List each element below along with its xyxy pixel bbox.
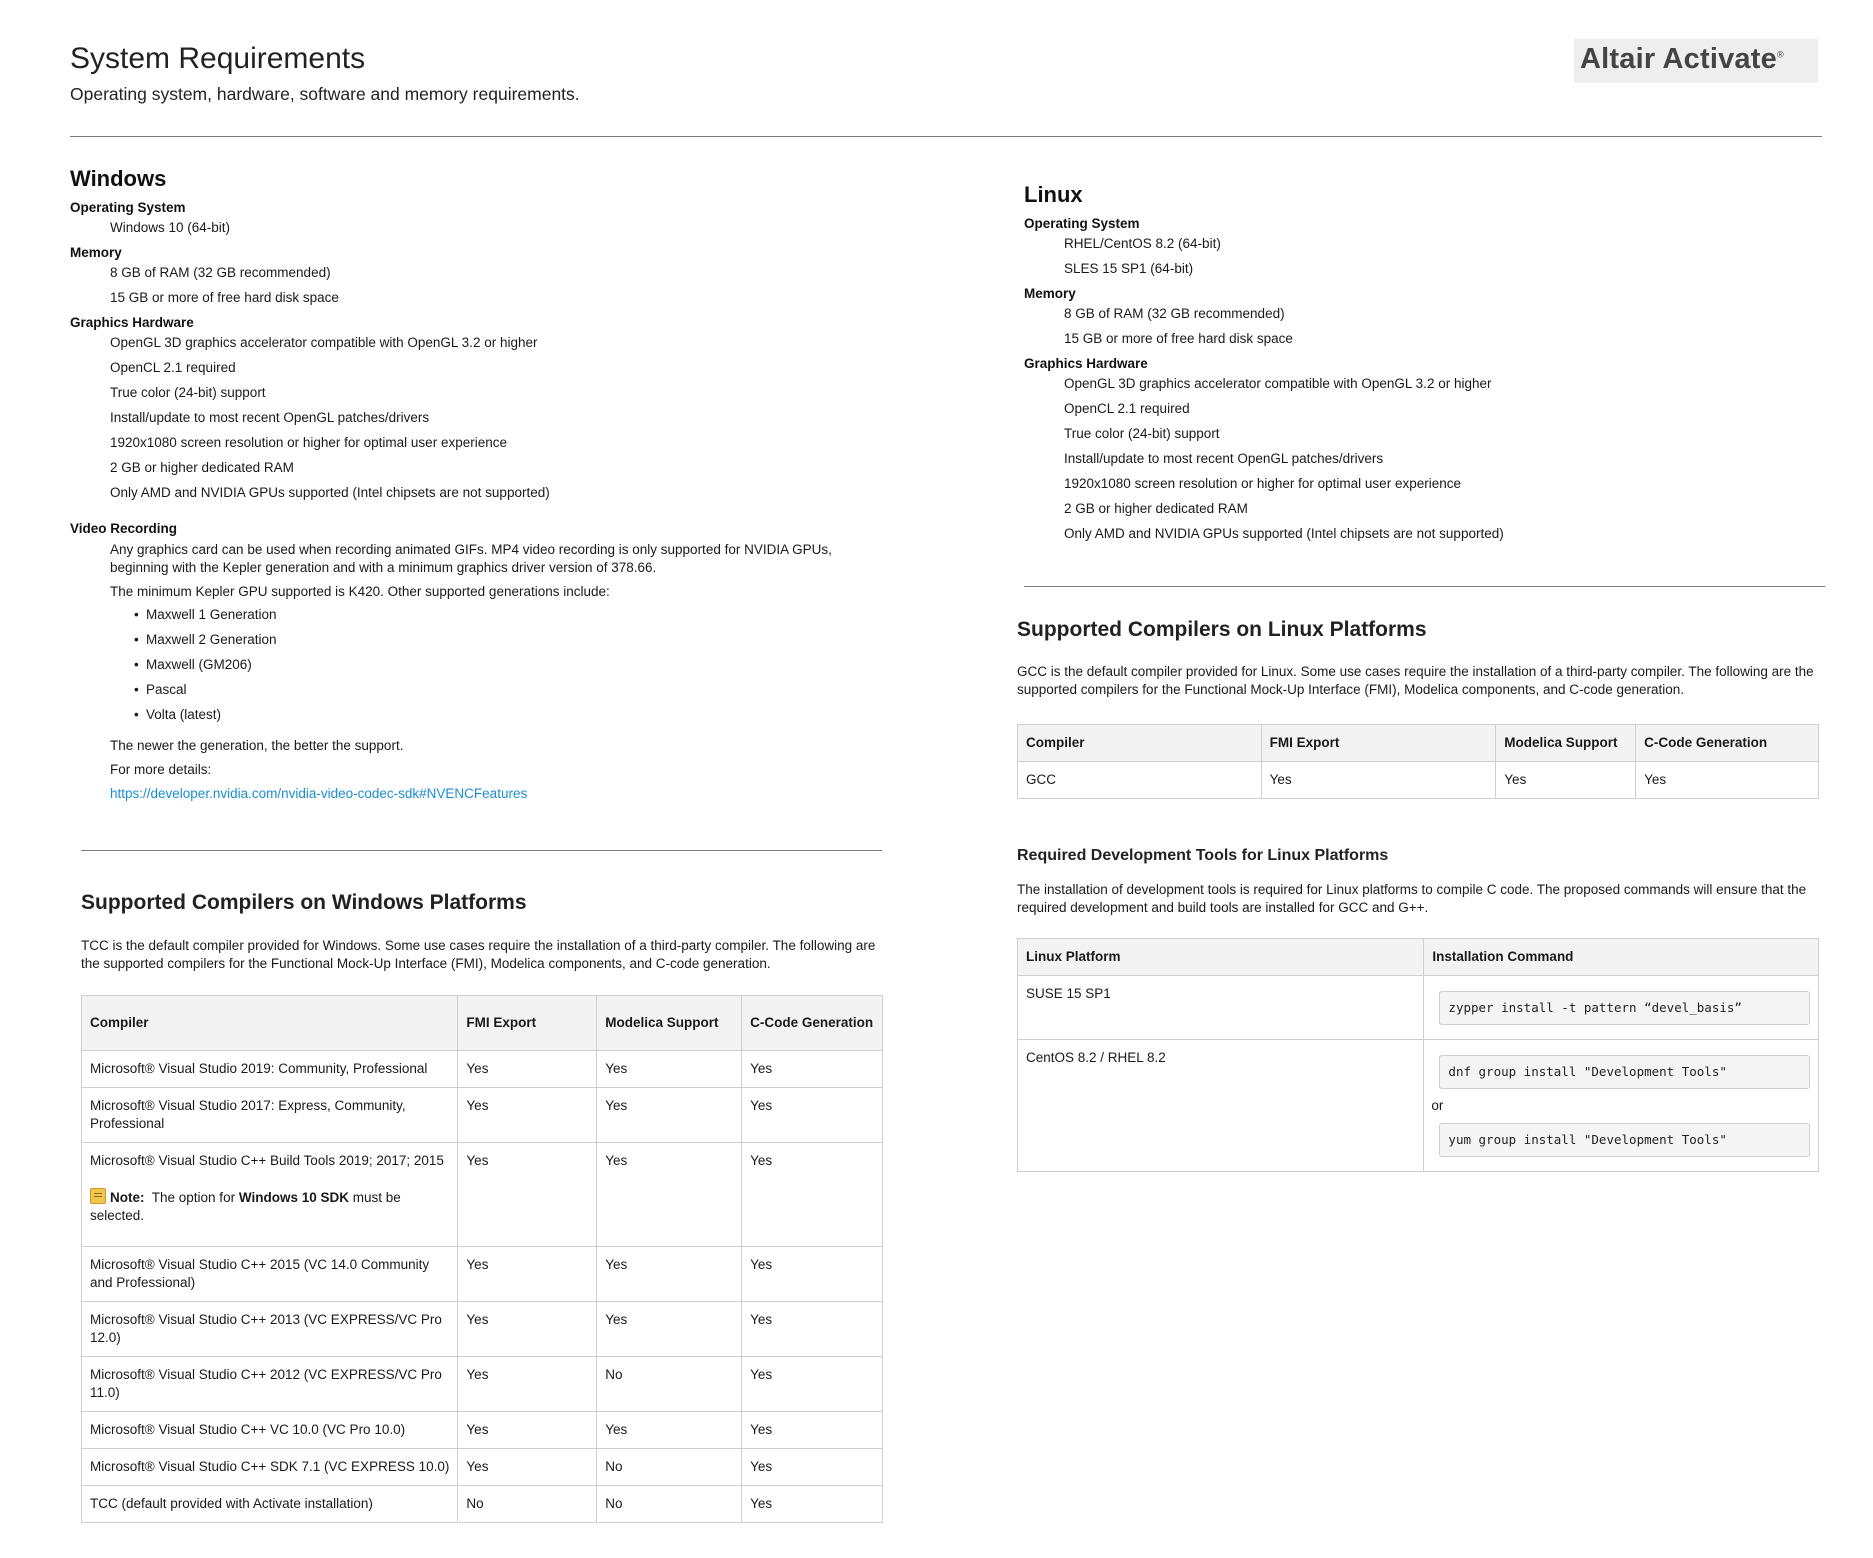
windows-os-label: Operating System: [70, 200, 186, 215]
c-code-generation-cell: Yes: [742, 1412, 883, 1449]
fmi-export-cell: Yes: [458, 1302, 597, 1357]
windows-graphics-item: Install/update to most recent OpenGL patches/drivers: [110, 410, 430, 425]
code-block[interactable]: dnf group install "Development Tools": [1439, 1055, 1810, 1089]
linux-compilers-table: [1017, 724, 1819, 799]
modelica-support-cell: Yes: [597, 1051, 742, 1088]
fmi-export-cell: Yes: [458, 1247, 597, 1302]
linux-graphics-item: 1920x1080 screen resolution or higher for optimal user experience: [1064, 476, 1461, 491]
table-row: [82, 1143, 883, 1247]
note-text-end: must be selected.: [90, 1190, 401, 1223]
table-row: [82, 1302, 883, 1357]
nvidia-codec-link[interactable]: https://developer.nvidia.com/nvidia-video-codec-sdk#NVENCFeatures: [110, 786, 528, 801]
windows-title: Windows: [70, 166, 167, 191]
table-row: [1018, 1040, 1819, 1172]
linux-title: Linux: [1024, 182, 1083, 207]
table-row: [82, 1486, 883, 1523]
compiler-name-cell: Microsoft® Visual Studio C++ 2012 (VC EXPRESS/VC Pro 11.0): [82, 1357, 458, 1412]
modelica-support-cell: No: [597, 1357, 742, 1412]
page-subtitle: Operating system, hardware, software and memory requirements.: [70, 84, 580, 104]
windows-graphics-item: OpenGL 3D graphics accelerator compatible with OpenGL 3.2 or higher: [110, 335, 538, 350]
or-text: or: [1431, 1098, 1444, 1113]
table-row: [82, 1357, 883, 1412]
compiler-name-cell: Microsoft® Visual Studio C++ SDK 7.1 (VC EXPRESS 10.0): [82, 1449, 458, 1486]
column-header: FMI Export: [1261, 725, 1496, 762]
column-header: Installation Command: [1424, 939, 1819, 976]
windows-memory-item: 8 GB of RAM (32 GB recommended): [110, 265, 331, 280]
linux-tools-description: The installation of development tools is required for Linux platforms to compile C code. The proposed commands will ensure that the required development and build tools are installed for GCC and G++.: [1017, 882, 1807, 915]
c-code-generation-cell: Yes: [742, 1486, 883, 1523]
column-header: C-Code Generation: [1636, 725, 1819, 762]
windows-compilers-table: [81, 995, 883, 1523]
linux-memory-item: 15 GB or more of free hard disk space: [1064, 331, 1293, 346]
linux-graphics-item: OpenGL 3D graphics accelerator compatible with OpenGL 3.2 or higher: [1064, 376, 1492, 391]
linux-divider: [1024, 586, 1825, 587]
column-header: FMI Export: [458, 996, 597, 1051]
compiler-name-cell: GCC: [1018, 762, 1262, 799]
video-recording-label: Video Recording: [70, 521, 178, 536]
linux-graphics-item: Only AMD and NVIDIA GPUs supported (Intel chipsets are not supported): [1064, 526, 1504, 541]
linux-tools-table: [1017, 938, 1819, 1172]
linux-graphics-item: Install/update to most recent OpenGL patches/drivers: [1064, 451, 1384, 466]
windows-graphics-item: Only AMD and NVIDIA GPUs supported (Intel chipsets are not supported): [110, 485, 550, 500]
video-recording-paragraph: The newer the generation, the better the support.: [110, 738, 404, 753]
table-row: [82, 1449, 883, 1486]
linux-graphics-item: True color (24-bit) support: [1064, 426, 1220, 441]
c-code-generation-cell: Yes: [742, 1247, 883, 1302]
linux-os-item: SLES 15 SP1 (64-bit): [1064, 261, 1194, 276]
fmi-export-cell: Yes: [458, 1412, 597, 1449]
modelica-support-cell: Yes: [597, 1143, 742, 1247]
linux-os-item: RHEL/CentOS 8.2 (64-bit): [1064, 236, 1221, 251]
table-row: [82, 1088, 883, 1143]
c-code-generation-cell: Yes: [1636, 762, 1819, 799]
linux-tools-title: Required Development Tools for Linux Platforms: [1017, 847, 1389, 864]
linux-compilers-title: Supported Compilers on Linux Platforms: [1017, 618, 1427, 641]
linux-os-label: Operating System: [1024, 216, 1140, 231]
column-header: Compiler: [82, 996, 458, 1051]
gpu-generation-item: • Maxwell 1 Generation: [136, 607, 890, 623]
note-text-start: The option for: [151, 1190, 236, 1205]
note-bold-text: Windows 10 SDK: [238, 1190, 349, 1205]
modelica-support-cell: No: [597, 1486, 742, 1523]
table-row: [1018, 976, 1819, 1040]
linux-graphics-item: 2 GB or higher dedicated RAM: [1064, 501, 1248, 516]
table-row: [82, 1247, 883, 1302]
windows-compilers-description: TCC is the default compiler provided for Windows. Some use cases require the installation of a third-party compiler. The following are the supported compilers for the Functional Mock-Up Interface (FMI), Modelica components, and C-code generation.: [81, 938, 876, 971]
windows-section: [70, 166, 890, 809]
compiler-name-cell: Microsoft® Visual Studio C++ 2015 (VC 14.0 Community and Professional): [82, 1247, 458, 1302]
compiler-name-cell: [82, 1143, 458, 1247]
c-code-generation-cell: Yes: [742, 1143, 883, 1247]
windows-divider: [81, 850, 882, 851]
windows-graphics-item: True color (24-bit) support: [110, 385, 266, 400]
modelica-support-cell: Yes: [597, 1412, 742, 1449]
gpu-generation-list: [136, 607, 890, 723]
column-header: Linux Platform: [1018, 939, 1424, 976]
linux-graphics-label: Graphics Hardware: [1024, 356, 1148, 371]
fmi-export-cell: Yes: [458, 1357, 597, 1412]
note-icon: [90, 1188, 106, 1204]
linux-memory-label: Memory: [1024, 286, 1076, 301]
modelica-support-cell: No: [597, 1449, 742, 1486]
compiler-name-cell: Microsoft® Visual Studio 2017: Express, Community, Professional: [82, 1088, 458, 1143]
column-header: Modelica Support: [597, 996, 742, 1051]
linux-graphics-item: OpenCL 2.1 required: [1064, 401, 1190, 416]
modelica-support-cell: Yes: [597, 1247, 742, 1302]
header-divider: [70, 136, 1822, 137]
c-code-generation-cell: Yes: [742, 1449, 883, 1486]
code-block[interactable]: zypper install -t pattern “devel_basis”: [1439, 991, 1810, 1025]
linux-compilers-description: GCC is the default compiler provided for Linux. Some use cases require the installation of a third-party compiler. The following are the supported compilers for the Functional Mock-Up Interface (FMI), Modelica components, and C-code generation.: [1017, 664, 1814, 697]
column-header: C-Code Generation: [742, 996, 883, 1051]
windows-memory-item: 15 GB or more of free hard disk space: [110, 290, 339, 305]
c-code-generation-cell: Yes: [742, 1357, 883, 1412]
fmi-export-cell: Yes: [458, 1449, 597, 1486]
fmi-export-cell: Yes: [458, 1088, 597, 1143]
fmi-export-cell: Yes: [1261, 762, 1496, 799]
table-header-row: [1018, 725, 1819, 762]
code-block[interactable]: yum group install "Development Tools": [1439, 1123, 1810, 1157]
table-row: [82, 1412, 883, 1449]
table-header-row: [1018, 939, 1819, 976]
gpu-generation-item: • Volta (latest): [136, 707, 890, 723]
fmi-export-cell: No: [458, 1486, 597, 1523]
video-recording-paragraph: Any graphics card can be used when recording animated GIFs. MP4 video recording is only supported for NVIDIA GPUs, beginning with the Kepler generation and with a minimum graphics driver version of 378.66.: [110, 542, 832, 575]
fmi-export-cell: Yes: [458, 1143, 597, 1247]
windows-os-item: Windows 10 (64-bit): [110, 220, 231, 235]
compiler-name-cell: Microsoft® Visual Studio C++ VC 10.0 (VC Pro 10.0): [82, 1412, 458, 1449]
table-row: [1018, 762, 1819, 799]
compiler-name: Microsoft® Visual Studio C++ Build Tools 2019; 2017; 2015: [90, 1153, 444, 1168]
note: [90, 1188, 449, 1225]
nvidia-link-line: [110, 785, 890, 803]
linux-section: [1024, 182, 1824, 551]
linux-platform-cell: CentOS 8.2 / RHEL 8.2: [1018, 1040, 1424, 1172]
c-code-generation-cell: Yes: [742, 1051, 883, 1088]
linux-platform-cell: SUSE 15 SP1: [1018, 976, 1424, 1040]
gpu-generation-item: • Maxwell 2 Generation: [136, 632, 890, 648]
windows-compilers-title: Supported Compilers on Windows Platforms: [81, 891, 527, 914]
windows-graphics-item: OpenCL 2.1 required: [110, 360, 236, 375]
page-title: System Requirements: [70, 42, 366, 75]
logo-text: Altair Activate: [1580, 43, 1777, 75]
compiler-name-cell: Microsoft® Visual Studio 2019: Community, Professional: [82, 1051, 458, 1088]
linux-memory-item: 8 GB of RAM (32 GB recommended): [1064, 306, 1285, 321]
column-header: Modelica Support: [1496, 725, 1636, 762]
gpu-generation-item: • Pascal: [136, 682, 890, 698]
compiler-name-cell: TCC (default provided with Activate installation): [82, 1486, 458, 1523]
modelica-support-cell: Yes: [597, 1302, 742, 1357]
c-code-generation-cell: Yes: [742, 1302, 883, 1357]
c-code-generation-cell: Yes: [742, 1088, 883, 1143]
video-recording-paragraph: The minimum Kepler GPU supported is K420. Other supported generations include:: [110, 584, 610, 599]
column-header: Compiler: [1018, 725, 1262, 762]
installation-command-cell: [1424, 976, 1819, 1040]
fmi-export-cell: Yes: [458, 1051, 597, 1088]
table-header-row: [82, 996, 883, 1051]
compiler-name-cell: Microsoft® Visual Studio C++ 2013 (VC EXPRESS/VC Pro 12.0): [82, 1302, 458, 1357]
installation-command-cell: [1424, 1040, 1819, 1172]
windows-memory-label: Memory: [70, 245, 122, 260]
windows-graphics-item: 2 GB or higher dedicated RAM: [110, 460, 294, 475]
altair-activate-logo: [1580, 43, 1784, 76]
windows-graphics-label: Graphics Hardware: [70, 315, 194, 330]
modelica-support-cell: Yes: [1496, 762, 1636, 799]
video-recording-paragraph: For more details:: [110, 762, 212, 777]
note-label: Note:: [110, 1190, 145, 1205]
modelica-support-cell: Yes: [597, 1088, 742, 1143]
windows-graphics-item: 1920x1080 screen resolution or higher for optimal user experience: [110, 435, 507, 450]
registered-mark: ®: [1776, 49, 1784, 60]
table-row: [82, 1051, 883, 1088]
gpu-generation-item: • Maxwell (GM206): [136, 657, 890, 673]
